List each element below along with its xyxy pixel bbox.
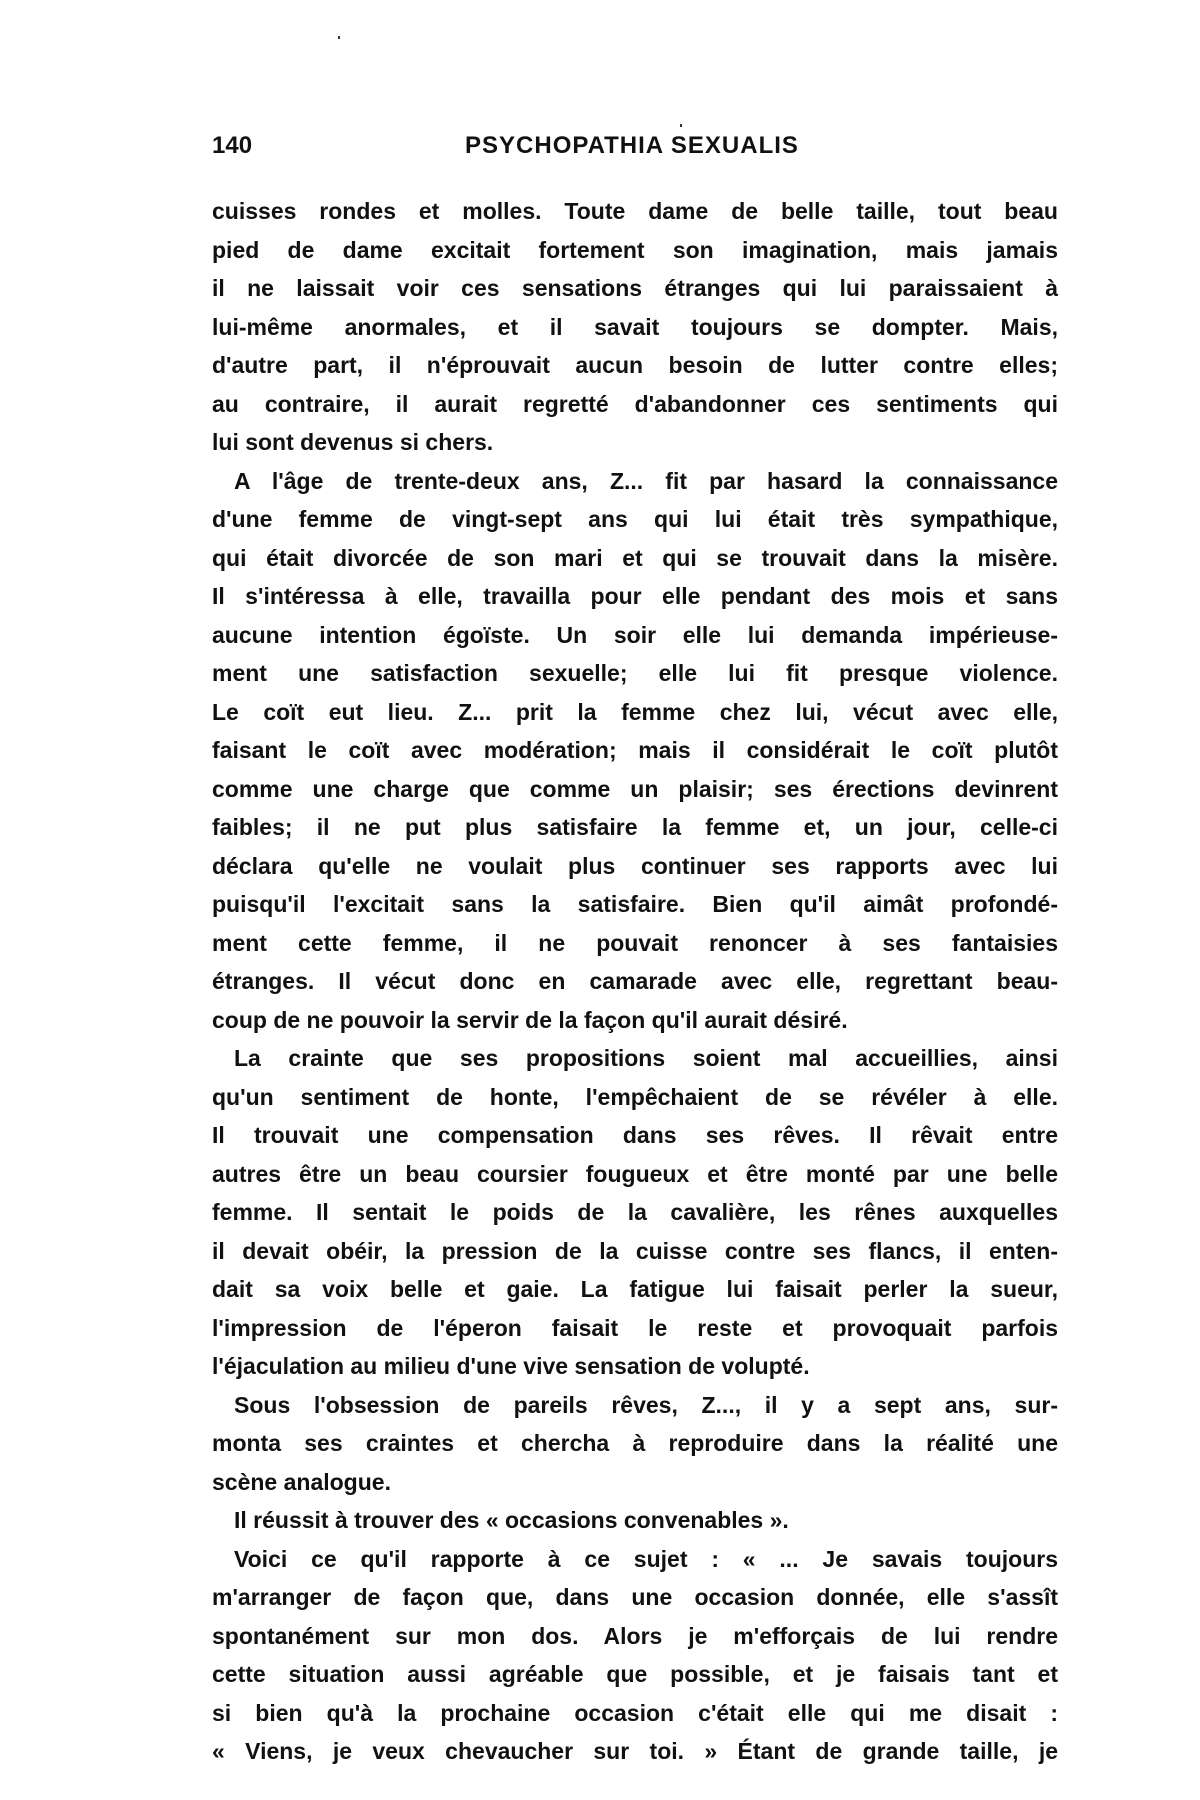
text-line: cette situation aussi agréable que possible, et je faisais tant et <box>212 1661 1058 1687</box>
text-line: déclara qu'elle ne voulait plus continuer ses rapports avec lui <box>212 852 1058 879</box>
text-line: il devait obéir, la pression de la cuisse contre ses flancs, il enten- <box>212 1237 1058 1264</box>
text-line: Le coït eut lieu. Z... prit la femme chez lui, vécut avec elle, <box>212 698 1058 725</box>
text-line: Il s'intéressa à elle, travailla pour elle pendant des mois et sans <box>212 583 1058 609</box>
paragraph <box>212 1386 1058 1502</box>
text-line: Il réussit à trouver des « occasions convenables ». <box>234 1507 789 1533</box>
text-line: ment cette femme, il ne pouvait renoncer à ses fantaisies <box>212 929 1058 956</box>
paragraph <box>212 1039 1058 1386</box>
text-line: lui-même anormales, et il savait toujours se dompter. Mais, <box>212 313 1058 340</box>
text-line: spontanément sur mon dos. Alors je m'efforçais de lui rendre <box>212 1622 1058 1649</box>
text-line: autres être un beau coursier fougueux et être monté par une belle <box>212 1160 1058 1187</box>
text-line: monta ses craintes et chercha à reproduire dans la réalité une <box>212 1430 1058 1456</box>
text-line: scène analogue. <box>212 1468 391 1495</box>
text-line: faisant le coït avec modération; mais il considérait le coït plutôt <box>212 737 1058 763</box>
paragraph <box>212 462 1058 1040</box>
scan-speck <box>338 36 340 39</box>
text-line: l'éjaculation au milieu d'une vive sensation de volupté. <box>212 1353 810 1379</box>
page-number: 140 <box>212 132 253 159</box>
text-line: d'autre part, il n'éprouvait aucun besoin de lutter contre elles; <box>212 352 1058 378</box>
text-line: « Viens, je veux chevaucher sur toi. » Étant de grande taille, je <box>212 1738 1058 1764</box>
paragraph <box>212 1501 1058 1540</box>
text-line: faibles; il ne put plus satisfaire la femme et, un jour, celle-ci <box>212 814 1058 840</box>
text-line: d'une femme de vingt-sept ans qui lui était très sympathique, <box>212 506 1058 532</box>
text-line: La crainte que ses propositions soient mal accueillies, ainsi <box>234 1045 1058 1071</box>
text-line: lui sont devenus si chers. <box>212 429 494 455</box>
text-line: aucune intention égoïste. Un soir elle lui demanda impérieuse- <box>212 621 1058 648</box>
text-line: l'impression de l'éperon faisait le reste et provoquait parfois <box>212 1314 1058 1341</box>
text-line: cuisses rondes et molles. Toute dame de belle taille, tout beau <box>212 198 1058 224</box>
text-line: A l'âge de trente-deux ans, Z... fit par hasard la connaissance <box>234 467 1058 494</box>
text-line: comme une charge que comme un plaisir; ses érections devinrent <box>212 775 1058 802</box>
text-line: femme. Il sentait le poids de la cavalière, les rênes auxquelles <box>212 1199 1058 1225</box>
paragraph <box>212 1540 1058 1771</box>
text-line: ment une satisfaction sexuelle; elle lui fit presque violence. <box>212 660 1058 686</box>
text-line: m'arranger de façon que, dans une occasion donnée, elle s'assît <box>212 1584 1058 1610</box>
text-line: qui était divorcée de son mari et qui se trouvait dans la misère. <box>212 544 1058 571</box>
text-line: coup de ne pouvoir la servir de la façon qu'il aurait désiré. <box>212 1006 848 1033</box>
running-header <box>212 132 1058 172</box>
scan-speck <box>680 124 682 127</box>
text-line: puisqu'il l'excitait sans la satisfaire. Bien qu'il aimât profondé- <box>212 891 1058 917</box>
page-body <box>212 192 1058 1771</box>
running-title: PSYCHOPATHIA SEXUALIS <box>465 132 799 159</box>
text-line: dait sa voix belle et gaie. La fatigue lui faisait perler la sueur, <box>212 1276 1058 1302</box>
text-line: il ne laissait voir ces sensations étranges qui lui paraissaient à <box>212 275 1058 301</box>
text-line: Il trouvait une compensation dans ses rêves. Il rêvait entre <box>212 1122 1058 1148</box>
text-line: étranges. Il vécut donc en camarade avec elle, regrettant beau- <box>212 968 1058 994</box>
text-line: pied de dame excitait fortement son imagination, mais jamais <box>212 236 1058 263</box>
text-line: Sous l'obsession de pareils rêves, Z..., il y a sept ans, sur- <box>234 1391 1058 1418</box>
paragraph <box>212 192 1058 462</box>
text-line: qu'un sentiment de honte, l'empêchaient de se révéler à elle. <box>212 1083 1058 1110</box>
text-line: Voici ce qu'il rapporte à ce sujet : « ... Je savais toujours <box>234 1545 1058 1572</box>
text-line: au contraire, il aurait regretté d'abandonner ces sentiments qui <box>212 390 1058 417</box>
text-line: si bien qu'à la prochaine occasion c'était elle qui me disait : <box>212 1699 1058 1726</box>
